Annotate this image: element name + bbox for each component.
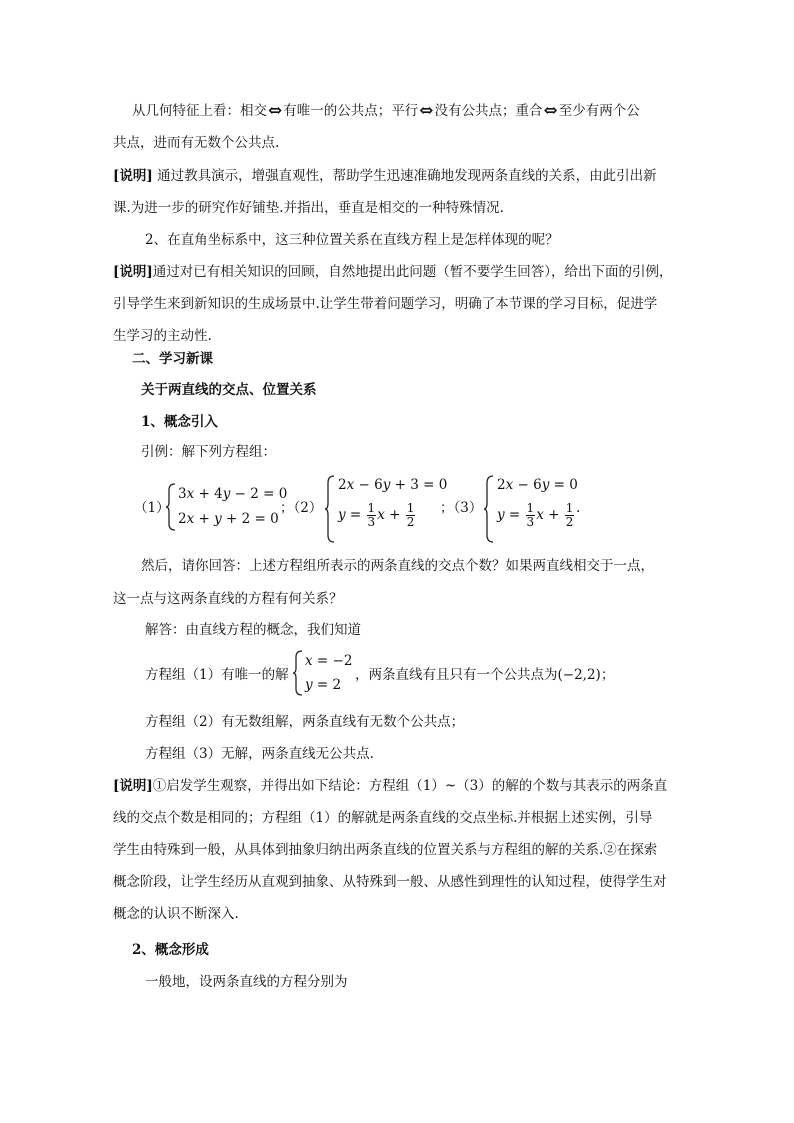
note-text-line: 生学习的主动性. xyxy=(113,328,212,344)
brace-icon xyxy=(483,474,495,544)
text-segment: 有唯一的公共点；平行 xyxy=(283,103,419,119)
fraction: $\frac{1}{2}$ xyxy=(406,501,415,529)
system3-equation2: y = $\frac{1}{3}$ x + $\frac{1}{2}$ xyxy=(497,501,574,529)
solution-y: y = 2 xyxy=(305,677,342,693)
note-paragraph xyxy=(113,776,667,796)
note-text-line: 概念的认识不断深入. xyxy=(113,906,239,922)
brace-icon xyxy=(292,649,304,697)
geometry-feature-line xyxy=(132,101,640,121)
system3-equation1: 2x − 6y = 0 xyxy=(497,477,578,493)
note-text-line: 引导学生来到新知识的生成场景中.让学生带着问题学习，明确了本节课的学习目标，促进学 xyxy=(113,296,658,312)
note-text-line: 线的交点个数是相同的；方程组（1）的解就是两条直线的交点坐标.并根据上述实例，引导 xyxy=(113,810,653,826)
brace-icon xyxy=(165,482,177,532)
concept-heading: 1、概念引入 xyxy=(141,414,218,430)
solution-x: x = −2 xyxy=(305,653,353,669)
note-paragraph xyxy=(113,166,657,186)
double-arrow-icon: ⇔ xyxy=(543,101,558,121)
note-text: 通过教具演示，增强直观性，帮助学生迅速准确地发现两条直线的关系，由此引出新 xyxy=(157,168,657,184)
double-arrow-icon: ⇔ xyxy=(268,101,283,121)
answer-intro: 解答：由直线方程的概念，我们知道 xyxy=(145,622,361,638)
system1-equation2: 2x + y + 2 = 0 xyxy=(178,511,279,527)
note-paragraph xyxy=(113,262,673,282)
note-text: 通过对已有相关知识的回顾，自然地提出此问题（暂不要学生回答），给出下面的引例， xyxy=(152,264,673,280)
system-label: （1） xyxy=(134,500,170,516)
follow-up-question-line: 这一点与这两条直线的方程有何关系？ xyxy=(113,591,343,607)
brace-icon xyxy=(324,474,336,544)
section-subtitle: 关于两直线的交点、位置关系 xyxy=(141,382,317,398)
system2-equation1: 2x − 6y + 3 = 0 xyxy=(338,477,448,493)
follow-up-question: 然后，请你回答：上述方程组所表示的两条直线的交点个数？如果两直线相交于一点， xyxy=(141,558,654,574)
note-label: [说明] xyxy=(113,778,153,794)
note-text: ①启发学生观察，并得出如下结论：方程组（1）~（3）的解的个数与其表示的两条直 xyxy=(152,778,668,794)
text-segment: 至少有两个公 xyxy=(558,103,640,119)
text-segment: 从几何特征上看：相交 xyxy=(132,103,267,119)
solution-system-2: 方程组（2）有无数组解，两条直线有无数个公共点； xyxy=(145,714,465,730)
solution-text: ，两条直线有且只有一个公共点为(−2,2)； xyxy=(355,667,615,683)
system-label: ；（3） xyxy=(440,500,483,516)
question-2: 2、在直角坐标系中，这三种位置关系在直线方程上是怎样体现的呢？ xyxy=(145,232,559,248)
general-statement: 一般地，设两条直线的方程分别为 xyxy=(145,974,348,990)
text-segment: 没有公共点；重合 xyxy=(434,103,543,119)
note-label: [说明] xyxy=(113,264,153,280)
system-end: . xyxy=(576,500,581,516)
system1-equation1: 3x + 4y − 2 = 0 xyxy=(178,486,288,502)
fraction: $\frac{1}{3}$ xyxy=(367,501,376,529)
note-text-line: 课.为进一步的研究作好铺垫.并指出，垂直是相交的一种特殊情况. xyxy=(113,200,504,216)
fraction: $\frac{1}{3}$ xyxy=(526,501,535,529)
solution-text: 方程组（1）有唯一的解 xyxy=(145,667,289,683)
section-heading: 二、学习新课 xyxy=(132,351,213,367)
concept-heading: 2、概念形成 xyxy=(132,942,209,958)
fraction: $\frac{1}{2}$ xyxy=(565,501,574,529)
note-label: [说明] xyxy=(113,168,153,184)
intersection-point: (−2,2) xyxy=(557,667,601,683)
solution-system-3: 方程组（3）无解，两条直线无公共点. xyxy=(145,746,374,762)
system2-equation2: y = $\frac{1}{3}$ x + $\frac{1}{2}$ xyxy=(338,501,415,529)
geometry-feature-line-2: 共点，进而有无数个公共点. xyxy=(113,135,280,151)
system-label: ；（2） xyxy=(280,500,323,516)
double-arrow-icon: ⇔ xyxy=(419,101,434,121)
example-intro: 引例：解下列方程组： xyxy=(141,444,276,460)
note-text-line: 学生由特殊到一般，从具体到抽象归纳出两条直线的位置关系与方程组的解的关系.②在探索 xyxy=(113,842,658,858)
note-text-line: 概念阶段，让学生经历从直观到抽象、从特殊到一般、从感性到理性的认知过程，使得学生对 xyxy=(113,874,667,890)
